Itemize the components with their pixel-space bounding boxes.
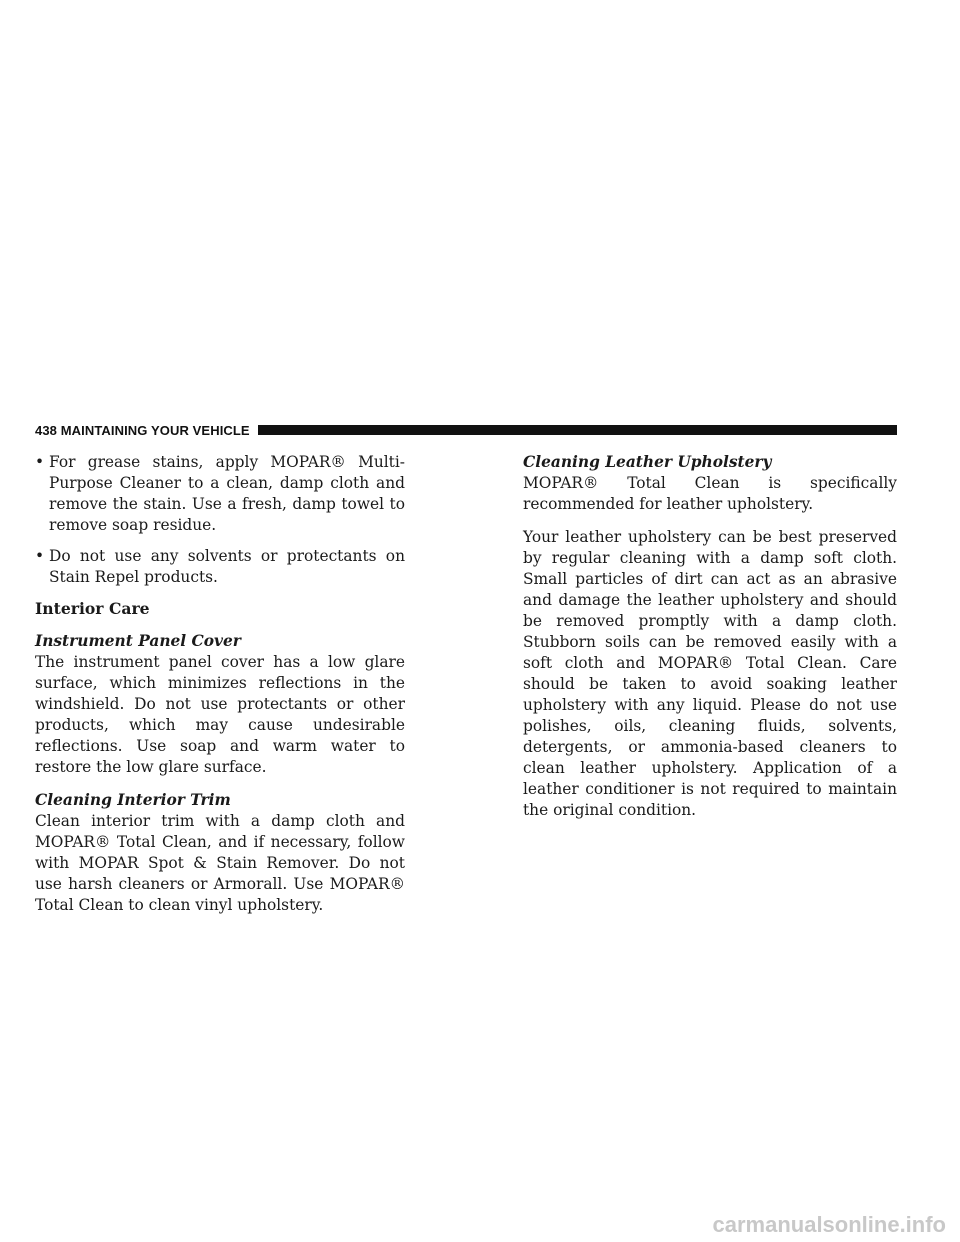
page-header-text (35, 423, 250, 438)
interior-trim-heading: Cleaning Interior Trim (35, 791, 231, 809)
bullet-text: For grease stains, apply MOPAR® Multi-Purpose Cleaner to a clean, damp cloth and remove the stain. Use a fresh, damp towel to remove soap residue. (49, 453, 405, 534)
bullet-icon: • (35, 453, 45, 471)
leather-body-2: Your leather upholstery can be best preserved by regular cleaning with a damp soft cloth. Small particles of dirt can act as an abrasive and damage the leather upholstery and should be removed promptly with a damp cloth. Stubborn soils can be removed easily with a soft cloth and MOPAR® Total Clean. Care should be taken to avoid soaking leather upholstery with any liquid. Please do not use polishes, oils, cleaning fluids, solvents, detergents, or ammonia-based cleaners to clean leather upholstery. Application of a leather conditioner is not required to maintain the original condition. (523, 528, 897, 819)
watermark: carmanualsonline.info (712, 1212, 946, 1237)
bullet-text: Do not use any solvents or protectants on Stain Repel products. (49, 547, 405, 586)
bullet-icon: • (35, 547, 45, 565)
list-item (35, 546, 405, 588)
left-column (35, 452, 405, 916)
instrument-panel-body: The instrument panel cover has a low glare surface, which minimizes reflections in the windshield. Do not use protectants or other products, which may cause undesirable reflections. Use soap and warm water to restore the low glare surface. (35, 653, 405, 776)
right-column (523, 452, 897, 821)
leather-heading: Cleaning Leather Upholstery (523, 453, 772, 471)
page-number: 438 (35, 422, 57, 438)
interior-care-heading: Interior Care (35, 599, 150, 618)
header-rule (258, 425, 897, 435)
interior-trim-body: Clean interior trim with a damp cloth and MOPAR® Total Clean, and if necessary, follow with MOPAR Spot & Stain Remover. Do not use harsh cleaners or Armorall. Use MOPAR® Total Clean to clean vinyl upholstery. (35, 812, 405, 914)
instrument-panel-heading: Instrument Panel Cover (35, 632, 241, 650)
list-item (35, 452, 405, 536)
page-header (35, 423, 897, 437)
leather-body-1: MOPAR® Total Clean is specifically recommended for leather upholstery. (523, 474, 897, 513)
section-title: MAINTAINING YOUR VEHICLE (60, 422, 250, 438)
